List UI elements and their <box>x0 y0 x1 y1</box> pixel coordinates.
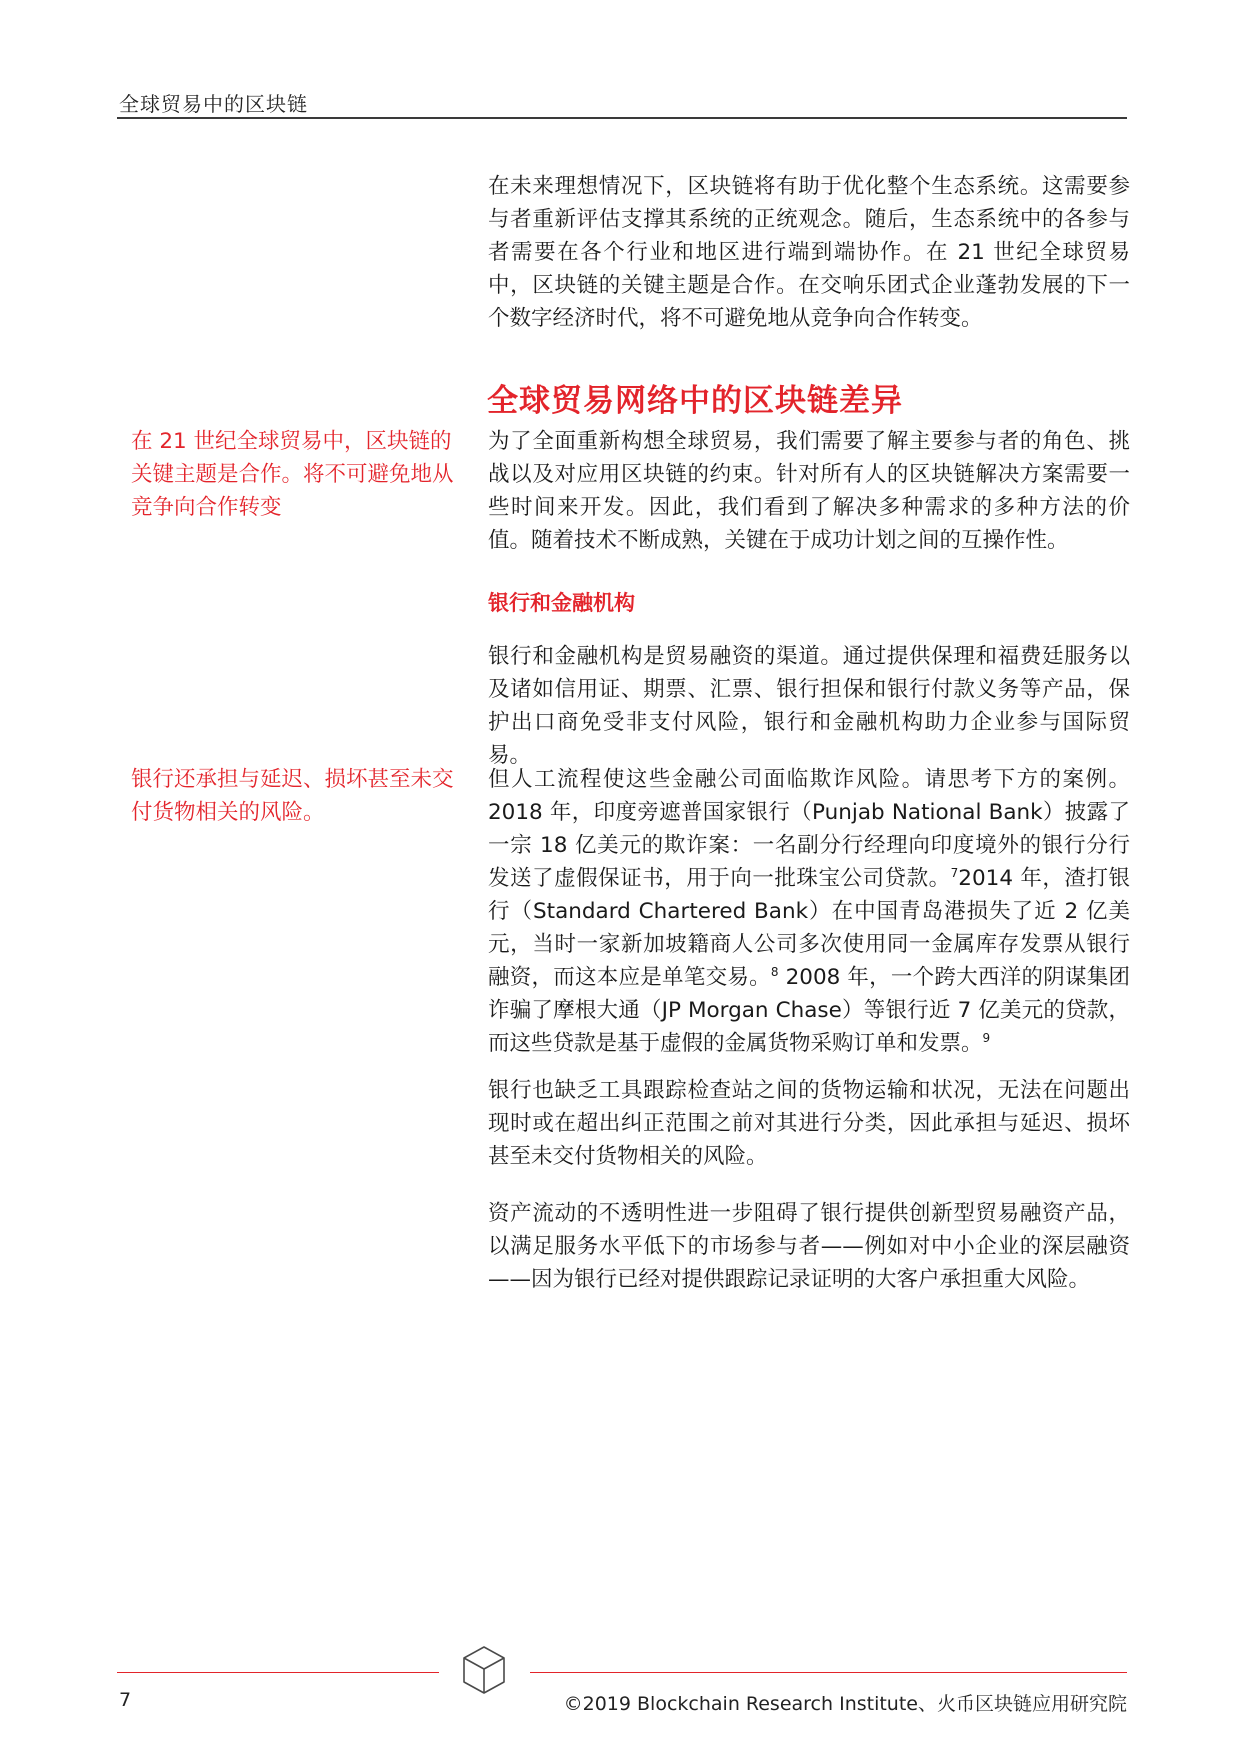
bank-paragraph-3 <box>488 1074 1130 1173</box>
fraud-text-part1: 但人工流程使这些金融公司面临欺诈风险。请思考下方的案例。2018 年，印度旁遮普国家银行（Punjab National Bank）披露了一宗 18 亿美元的欺诈案：一名副分行经理向印度境外的银行分行发送了虚假保证书，用于向一批珠宝公司贷款。 <box>488 767 1130 891</box>
page-number: 7 <box>119 1689 132 1711</box>
fraud-text <box>488 763 1130 1060</box>
copyright-notice: ©2019 Blockchain Research Institute、火币区块链应用研究院 <box>563 1693 1127 1715</box>
section-paragraph <box>488 425 1130 557</box>
header-divider <box>117 117 1127 119</box>
footnote-ref-7: 7 <box>950 865 959 880</box>
bank-text-1: 银行和金融机构是贸易融资的渠道。通过提供保理和福费廷服务以及诸如信用证、期票、汇票、银行担保和银行付款义务等产品，保护出口商免受非支付风险，银行和金融机构助力企业参与国际贸易。 <box>488 644 1130 768</box>
section-heading: 全球贸易网络中的区块链差异 <box>487 383 903 419</box>
bank-text-4: 资产流动的不透明性进一步阻碍了银行提供创新型贸易融资产品，以满足服务水平低下的市场参与者——例如对中小企业的深层融资——因为银行已经对提供跟踪记录证明的大客户承担重大风险。 <box>488 1201 1130 1292</box>
sidebar-quote-2: 银行还承担与延迟、损坏甚至未交付货物相关的风险。 <box>131 767 454 825</box>
intro-paragraph <box>488 170 1130 335</box>
cube-icon <box>461 1644 507 1696</box>
sidebar-quote-1: 在 21 世纪全球贸易中，区块链的关键主题是合作。将不可避免地从竞争向合作转变 <box>131 429 454 520</box>
footnote-ref-8: 8 <box>770 964 779 979</box>
fraud-text-part2: 2014 年，渣打银行（Standard Chartered Bank）在中国青岛港损失了近 2 亿美元，当时一家新加坡籍商人公司多次使用同一金属库存发票从银行融资，而这本应是单笔交易。 <box>488 866 1130 990</box>
footer-divider-left <box>117 1672 439 1673</box>
footnote-ref-9: 9 <box>982 1030 991 1045</box>
running-header-title: 全球贸易中的区块链 <box>119 92 308 116</box>
bank-text-3: 银行也缺乏工具跟踪检查站之间的货物运输和状况，无法在问题出现时或在超出纠正范围之前对其进行分类，因此承担与延迟、损坏甚至未交付货物相关的风险。 <box>488 1078 1130 1169</box>
subheading-banks: 银行和金融机构 <box>488 591 635 615</box>
fraud-paragraph <box>488 763 1130 1060</box>
intro-text: 在未来理想情况下，区块链将有助于优化整个生态系统。这需要参与者重新评估支撑其系统的正统观念。随后，生态系统中的各参与者需要在各个行业和地区进行端到端协作。在 21 世纪全球贸易中，区块链的关键主题是合作。在交响乐团式企业蓬勃发展的下一个数字经济时代，将不可避免地从竞争向合作转变。 <box>488 174 1130 331</box>
bank-paragraph-1 <box>488 640 1130 772</box>
section-text: 为了全面重新构想全球贸易，我们需要了解主要参与者的角色、挑战以及对应用区块链的约束。针对所有人的区块链解决方案需要一些时间来开发。因此，我们看到了解决多种需求的多种方法的价值。随着技术不断成熟，关键在于成功计划之间的互操作性。 <box>488 429 1130 553</box>
bank-paragraph-4 <box>488 1197 1130 1296</box>
footer-divider-right <box>530 1672 1127 1673</box>
fraud-text-part3: 2008 年，一个跨大西洋的阴谋集团诈骗了摩根大通（JP Morgan Chase）等银行近 7 亿美元的贷款，而这些贷款是基于虚假的金属货物采购订单和发票。 <box>488 965 1130 1056</box>
